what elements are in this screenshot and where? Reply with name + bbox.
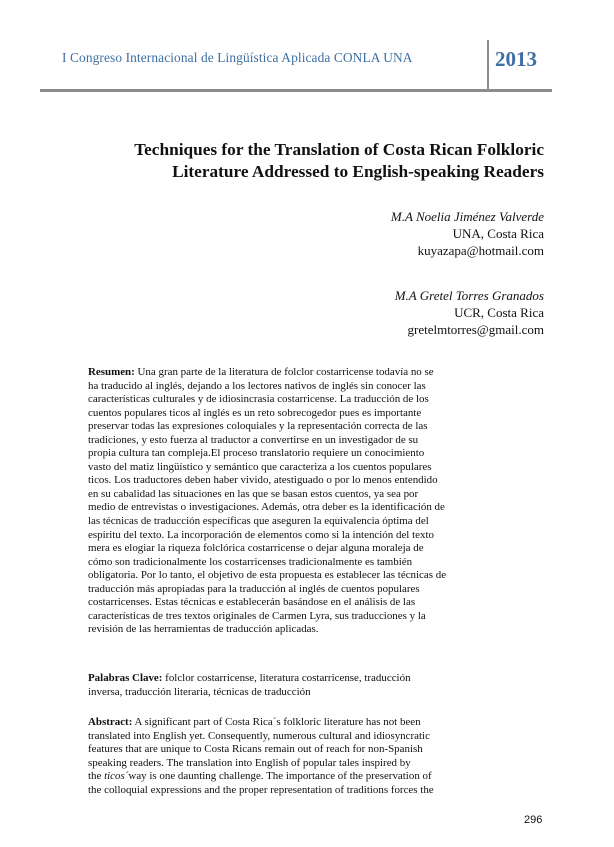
resumen-line: Una gran parte de la literatura de folclor costarricense todavía no se	[137, 366, 434, 378]
abstract-text: the	[88, 770, 105, 783]
resumen-line: características de tres textos originales de Carmen Lyra, sus traducciones y la	[88, 609, 426, 622]
header-divider-horizontal	[40, 89, 552, 92]
resumen-line: cuentos populares ticos al inglés es un reto sobrecogedor pues es importante	[88, 406, 422, 419]
author-affiliation: UNA, Costa Rica	[452, 226, 544, 241]
resumen-line: costarricenses. Estas técnicas e establecerán basándose en el análisis de las	[88, 596, 416, 609]
conference-title: I Congreso Internacional de Lingüística Aplicada CONLA UNA	[62, 50, 413, 65]
resumen-section	[88, 366, 509, 637]
resumen-line: ha traducido al inglés, dejando a los lectores nativos de inglés sin conocer las	[88, 379, 426, 392]
keywords-label: Palabras Clave:	[88, 672, 163, 684]
abstract-label: Abstract:	[88, 716, 133, 728]
keywords-line: inversa, traducción literaria, técnicas de traducción	[88, 685, 311, 698]
resumen-line: cómo son tradicionalmente los costarricenses tradicionalmente es también	[88, 555, 413, 568]
resumen-label: Resumen:	[88, 366, 135, 378]
page-header	[40, 40, 552, 92]
resumen-line: preservar todas las expresiones coloquiales y la representación correcta de las	[88, 420, 428, 433]
resumen-line: ticos. Los traductores deben haber vivido, atestiguado o por lo menos entendido	[88, 474, 438, 487]
resumen-line: medio de entrevistas o investigaciones. Además, otra deber es la identificación de	[88, 501, 445, 514]
author-affiliation: UCR, Costa Rica	[454, 305, 544, 320]
resumen-line: propia cultura tan compleja.El proceso translatorio requiere un conocimiento	[88, 447, 425, 460]
resumen-line: tradiciones, y esto fuerza al traductor a convertirse en un investigador de su	[88, 433, 419, 446]
author-name: M.A Noelia Jiménez Valverde	[390, 209, 544, 224]
abstract-line-with-italic	[88, 770, 509, 784]
resumen-line: características culturales y de idiosincrasia costarricense. La traducción de los	[88, 393, 429, 406]
abstract-line: the colloquial expressions and the proper representation of traditions forces the	[88, 783, 434, 796]
conference-year: 2013	[495, 47, 537, 71]
resumen-line: traducción más apropiadas para la traducción al inglés de cuentos populares	[88, 582, 420, 595]
author-block	[391, 208, 544, 259]
header-divider-vertical	[487, 40, 489, 92]
abstract-line: translated into English yet. Consequently, numerous cultural and idiosyncratic	[88, 729, 430, 742]
abstract-section	[88, 716, 509, 797]
paper-title	[134, 139, 544, 183]
abstract-line: speaking readers. The translation into English of popular tales inspired by	[88, 756, 411, 769]
abstract-line: features that are unique to Costa Ricans remain out of reach for non-Spanish	[88, 743, 423, 756]
author-name: M.A Gretel Torres Granados	[394, 288, 544, 303]
resumen-line: vasto del matiz lingüístico y semántico que caracteriza a los cuentos populares	[88, 460, 432, 473]
keywords-line: folclor costarricense, literatura costarricense, traducción	[165, 672, 411, 684]
resumen-line: en su cabalidad las situaciones en las que se basan estos cuentos, ya sea por	[88, 487, 419, 500]
resumen-line: obligatoria. Por lo tanto, el objetivo de esta propuesta es establecer las técnicas de	[88, 569, 447, 582]
author-email: gretelmtorres@gmail.com	[407, 322, 544, 337]
abstract-line: A significant part of Costa Rica´s folkloric literature has not been	[134, 716, 421, 728]
resumen-line: espíritu del texto. La incorporación de elementos como si la intención del texto	[88, 528, 434, 541]
resumen-line: las técnicas de traducción específicas que aseguren la equivalencia óptima del	[88, 515, 429, 528]
keywords-section	[88, 672, 509, 699]
author-block	[395, 287, 544, 338]
resumen-line: mera es elogiar la riqueza folclórica costarricense o dejar alguna moraleja de	[88, 542, 424, 555]
abstract-italic-term: ticos´	[104, 770, 129, 783]
page-number: 296	[524, 814, 543, 826]
author-email: kuyazapa@hotmail.com	[417, 243, 544, 258]
resumen-line: revisión de las herramientas de traducción aplicadas.	[88, 623, 319, 636]
paper-title-line: Techniques for the Translation of Costa Rican Folkloric	[134, 140, 544, 159]
abstract-text: way is one daunting challenge. The importance of the preservation of	[128, 770, 432, 783]
paper-title-line: Literature Addressed to English-speaking Readers	[172, 162, 544, 181]
